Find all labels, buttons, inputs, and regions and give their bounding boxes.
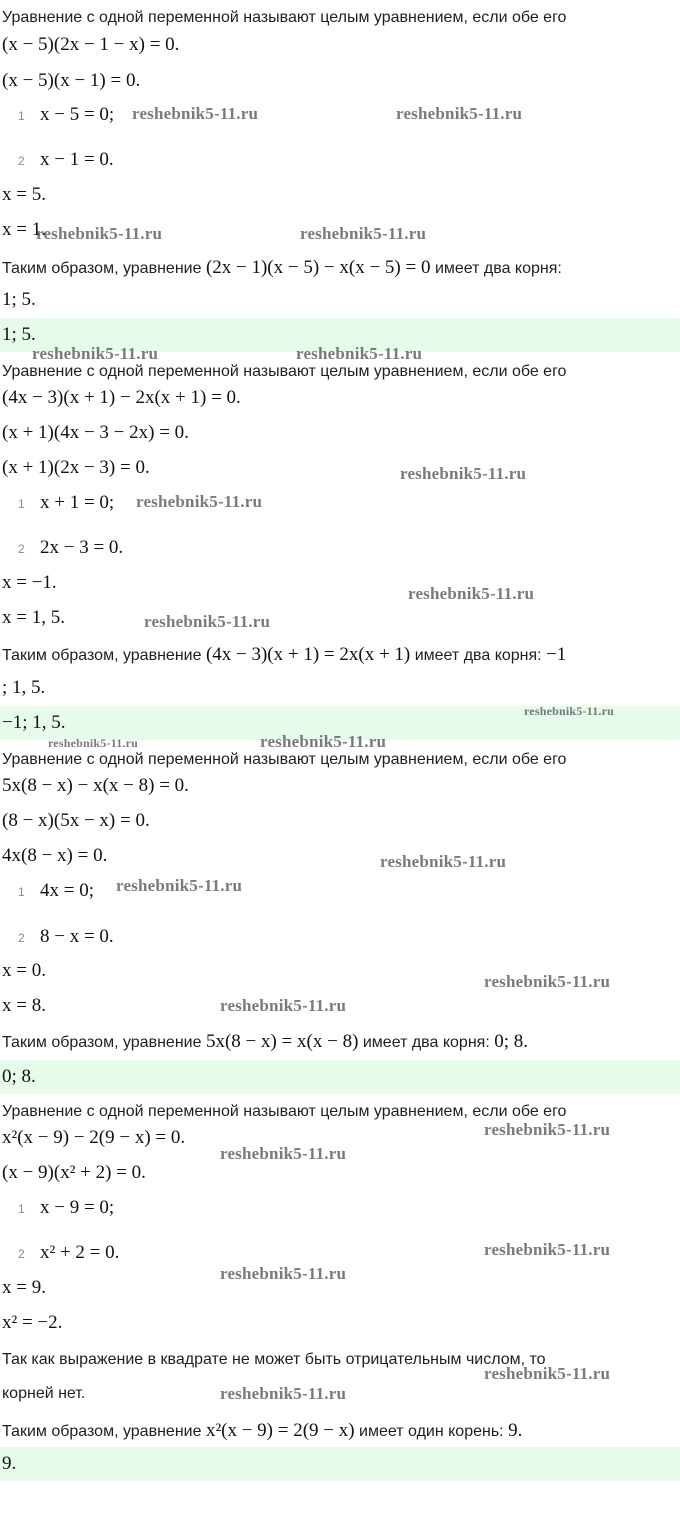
conclusion-prefix: Таким образом, уравнение bbox=[2, 260, 202, 277]
section-2-intro: Уравнение с одной переменной называют целым уравнением, если обе его bbox=[2, 363, 567, 380]
section-4-note-line-2: корней нет. bbox=[2, 1385, 86, 1402]
watermark: reshebnik5-11.ru bbox=[524, 704, 614, 718]
section-3-line-1: 5x(8 − x) − x(x − 8) = 0. bbox=[2, 775, 189, 796]
list-item: x − 9 = 0; bbox=[40, 1197, 115, 1218]
watermark: reshebnik5-11.ru bbox=[36, 224, 163, 243]
conclusion-tail: 1; 5. bbox=[2, 289, 36, 310]
section-1-conclusion bbox=[2, 257, 562, 279]
section-3-conclusion bbox=[2, 1031, 528, 1053]
conclusion-end: 9. bbox=[508, 1420, 523, 1441]
section-3-intro: Уравнение с одной переменной называют целым уравнением, если обе его bbox=[2, 751, 567, 768]
list-item-number: 2 bbox=[18, 1247, 25, 1261]
section-2-line-2: (x + 1)(4x − 3 − 2x) = 0. bbox=[2, 422, 189, 443]
list-item-number: 2 bbox=[18, 931, 25, 945]
root-line: x² = −2. bbox=[2, 1312, 63, 1333]
watermark: reshebnik5-11.ru bbox=[484, 1364, 611, 1383]
conclusion-tail: ; 1, 5. bbox=[2, 677, 46, 698]
section-1-intro: Уравнение с одной переменной называют целым уравнением, если обе его bbox=[2, 9, 567, 26]
watermark: reshebnik5-11.ru bbox=[260, 732, 387, 751]
answer-box bbox=[0, 1060, 680, 1094]
answer-box bbox=[0, 1447, 680, 1481]
watermark: reshebnik5-11.ru bbox=[408, 584, 535, 603]
section-3-line-2: (8 − x)(5x − x) = 0. bbox=[2, 810, 150, 831]
conclusion-prefix: Таким образом, уравнение bbox=[2, 647, 202, 664]
watermark: reshebnik5-11.ru bbox=[48, 736, 138, 750]
list-item-number: 1 bbox=[18, 109, 25, 123]
conclusion-end: −1 bbox=[546, 644, 567, 665]
watermark: reshebnik5-11.ru bbox=[396, 104, 523, 123]
watermark: reshebnik5-11.ru bbox=[296, 344, 423, 363]
section-4-line-1: x²(x − 9) − 2(9 − x) = 0. bbox=[2, 1127, 186, 1148]
section-4-note-line-1: Так как выражение в квадрате не может быть отрицательным числом, то bbox=[2, 1351, 546, 1368]
answer-value: 9. bbox=[2, 1453, 17, 1474]
root-line: x = 8. bbox=[2, 995, 46, 1016]
watermark: reshebnik5-11.ru bbox=[484, 972, 611, 991]
root-line: x = 5. bbox=[2, 184, 46, 205]
list-item: x + 1 = 0; bbox=[40, 492, 115, 513]
section-2-conclusion bbox=[2, 644, 680, 666]
watermark: reshebnik5-11.ru bbox=[400, 464, 527, 483]
list-item-number: 2 bbox=[18, 154, 25, 168]
root-line: x = 0. bbox=[2, 960, 46, 981]
list-item-number: 1 bbox=[18, 497, 25, 511]
watermark: reshebnik5-11.ru bbox=[220, 1384, 347, 1403]
conclusion-equation: 5x(8 − x) = x(x − 8) bbox=[205, 1031, 359, 1052]
section-4-line-2: (x − 9)(x² + 2) = 0. bbox=[2, 1162, 146, 1183]
list-item: x − 5 = 0; bbox=[40, 104, 115, 125]
answer-value: 0; 8. bbox=[2, 1066, 36, 1087]
conclusion-suffix: имеет два корня: bbox=[362, 1034, 490, 1051]
answer-value: −1; 1, 5. bbox=[2, 712, 66, 733]
conclusion-suffix: имеет два корня: bbox=[414, 647, 542, 664]
list-item-number: 1 bbox=[18, 1202, 25, 1216]
watermark: reshebnik5-11.ru bbox=[300, 224, 427, 243]
conclusion-equation: (4x − 3)(x + 1) = 2x(x + 1) bbox=[205, 644, 411, 665]
conclusion-suffix: имеет один корень: bbox=[359, 1423, 504, 1440]
list-item-number: 1 bbox=[18, 885, 25, 899]
root-line: x = 1, 5. bbox=[2, 607, 65, 628]
watermark: reshebnik5-11.ru bbox=[220, 1144, 347, 1163]
watermark: reshebnik5-11.ru bbox=[136, 492, 263, 511]
section-1-line-1: (x − 5)(2x − 1 − x) = 0. bbox=[2, 34, 180, 55]
watermark: reshebnik5-11.ru bbox=[144, 612, 271, 631]
watermark: reshebnik5-11.ru bbox=[32, 344, 159, 363]
root-line: x = 9. bbox=[2, 1277, 46, 1298]
conclusion-equation: (2x − 1)(x − 5) − x(x − 5) = 0 bbox=[205, 257, 431, 278]
watermark: reshebnik5-11.ru bbox=[484, 1120, 611, 1139]
conclusion-suffix: имеет два корня: bbox=[434, 260, 562, 277]
list-item-number: 2 bbox=[18, 542, 25, 556]
section-4-conclusion bbox=[2, 1420, 522, 1442]
list-item: 2x − 3 = 0. bbox=[40, 537, 124, 558]
section-2-line-3: (x + 1)(2x − 3) = 0. bbox=[2, 457, 150, 478]
conclusion-prefix: Таким образом, уравнение bbox=[2, 1423, 202, 1440]
watermark: reshebnik5-11.ru bbox=[220, 1264, 347, 1283]
section-1-line-2: (x − 5)(x − 1) = 0. bbox=[2, 70, 141, 91]
root-line: x = −1. bbox=[2, 572, 57, 593]
watermark: reshebnik5-11.ru bbox=[380, 852, 507, 871]
watermark: reshebnik5-11.ru bbox=[220, 996, 347, 1015]
watermark: reshebnik5-11.ru bbox=[132, 104, 259, 123]
conclusion-equation: x²(x − 9) = 2(9 − x) bbox=[205, 1420, 355, 1441]
watermark: reshebnik5-11.ru bbox=[484, 1240, 611, 1259]
watermark: reshebnik5-11.ru bbox=[116, 876, 243, 895]
list-item: 8 − x = 0. bbox=[40, 926, 114, 947]
answer-value: 1; 5. bbox=[2, 324, 36, 345]
list-item: x² + 2 = 0. bbox=[40, 1242, 120, 1263]
list-item: 4x = 0; bbox=[40, 880, 94, 901]
conclusion-end: 0; 8. bbox=[494, 1031, 528, 1052]
root-line: x = 1. bbox=[2, 219, 46, 240]
section-2-line-1: (4x − 3)(x + 1) − 2x(x + 1) = 0. bbox=[2, 387, 241, 408]
conclusion-prefix: Таким образом, уравнение bbox=[2, 1034, 202, 1051]
list-item: x − 1 = 0. bbox=[40, 149, 114, 170]
section-3-line-3: 4x(8 − x) = 0. bbox=[2, 845, 108, 866]
section-4-intro: Уравнение с одной переменной называют целым уравнением, если обе его bbox=[2, 1103, 567, 1120]
